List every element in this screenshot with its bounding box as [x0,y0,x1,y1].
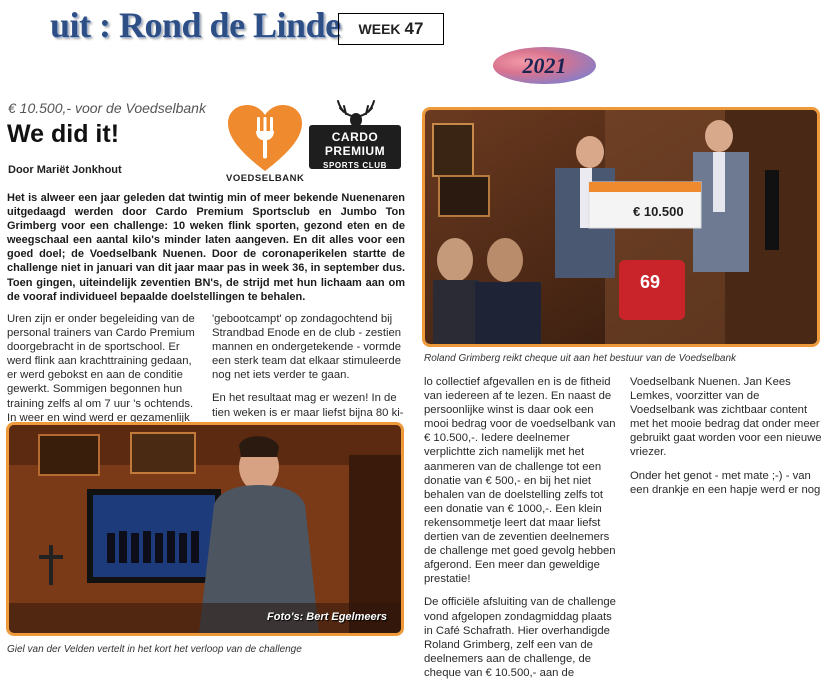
article-headline: We did it! [7,120,120,148]
heart-fork-icon [226,103,304,173]
article-kicker: € 10.500,- voor de Voedselbank [8,100,206,116]
cardo-premium-logo [308,98,404,186]
article-byline: Door Mariët Jonkhout [8,164,122,176]
paragraph: De officiële afsluiting van de challenge vond afgelopen zondagmiddag plaats in Café Schafrath. Hier overhandigde Roland Grimberg, zelf een van de deelnemers aan de challenge, de cheque van € 10.500,- aan de [424,596,616,679]
cheque-amount: € 10.500 [633,204,684,219]
deer-antlers-icon [308,98,404,128]
bottom-photo-caption: Giel van der Velden vertelt in het kort het verloop van de challenge [7,644,302,655]
speaker-photo [6,422,404,636]
week-badge [338,13,444,45]
photo-credit: Foto's: Bert Egelmeers [267,611,387,623]
article-column-1 [7,312,199,434]
article-lead: Het is alweer een jaar geleden dat twintig min of meer bekende Nuenenaren uitgedaagd werden door Cardo Premium Sportsclub en Jumbo Ton Grimberg voor een challenge: 10 weken flink sporten, gezond eten en de weegschaal een aantal kilo's minder laten aangeven. En dit alles voor een goed doel; de Voedselbank Nuenen. Door de coronaperikelen startte de challenge niet in januari van dit jaar maar pas in week 36, in september dus. Toen gingen, uiteindelijk zeventien BN's, de strijd met hun lichaam aan om de vooraf individueel bepaalde doelstellingen te behalen. [7,192,405,303]
article-column-4 [630,375,822,506]
voedselbank-logo-text: VOEDSELBANK [226,173,305,184]
cardo-logo-text: CARDO PREMIUM [324,130,386,158]
cardo-logo-subtext: SPORTS CLUB [323,161,387,170]
paragraph: lo collectief afgevallen en is de fitheid van iedereen af te lezen. En naast de persoonlijke winst is daar ook een mooi bedrag voor de voedselbank van € 10.500,-. Iedere deelnemer verplichtte zich namelijk met het aanmeren van de challenge tot een donatie van € 500,- en bij het niet behalen van de doelstelling zelfs tot een donatie van € 1000,-. Een klein rekensommetje leert dat maar liefst dertien van de zeventien deelnemers de challenge met goed gevolg hebben afgerond. Een meer dan geweldige prestatie! [424,376,616,586]
week-label: WEEK [358,21,401,37]
cardo-badge [309,125,401,169]
shirt-number: 69 [640,272,661,292]
article-column-2 [212,312,406,429]
year-badge [493,47,596,84]
top-photo-caption: Roland Grimberg reikt cheque uit aan het bestuur van de Voedselbank [424,353,737,364]
masthead-title: uit : Rond de Linde [50,5,341,45]
voedselbank-logo [226,103,304,189]
article-column-3 [424,375,616,689]
paragraph: Onder het genot - met mate ;-) - van een drankje en een hapje werd er nog [630,469,821,496]
paragraph: Voedselbank Nuenen. Jan Kees Lemkes, voorzitter van de Voedselbank was zichtbaar content met het mooie bedrag dat onder meer gebruikt gaat worden voor een nieuwe vriezer. [630,376,822,459]
paragraph: 'gebootcampt' op zondagochtend bij Strandbad Enode en de club - zestien mannen en ondergetekende - vormde een sterk team dat elkaar stimuleerde nog net iets verder te gaan. [212,313,402,382]
week-number: 47 [404,19,424,38]
year-label: 2021 [522,52,567,78]
paragraph: Uren zijn er onder begeleiding van de personal trainers van Cardo Premium doorgebracht in de sportschool. Er werd flink aan krachttraining gedaan, er werd gebokst en aan de conditie gewerkt. Sommigen begonnen hun training zelfs al om 7 uur 's ochtends. In weer en wind werd er gezamenlijk [7,313,195,424]
paragraph: En het resultaat mag er wezen! In de tien weken is er maar liefst bijna 80 ki- [212,392,404,419]
cheque-photo [422,107,820,347]
